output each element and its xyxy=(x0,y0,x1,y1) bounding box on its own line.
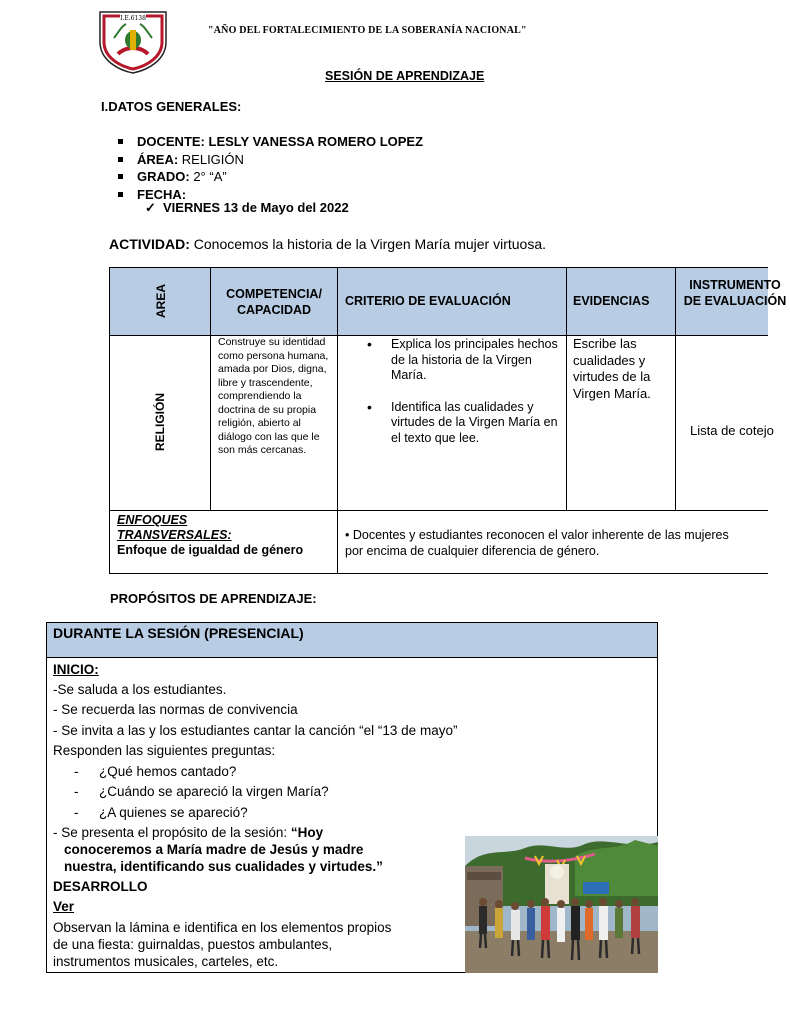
start-heading: INICIO: xyxy=(53,662,99,677)
square-bullet-icon xyxy=(118,139,123,144)
see-line: Observan la lámina e identifica en los elementos propios xyxy=(53,920,392,935)
national-motto: "AÑO DEL FORTALECIMIENTO DE LA SOBERANÍA NACIONAL" xyxy=(208,25,527,36)
criteria-list xyxy=(367,337,563,462)
purpose-line: - Se presenta el propósito de la sesión: “Hoy xyxy=(53,825,324,840)
purpose-line: nuestra, identificando sus cualidades y virtudes.” xyxy=(64,859,383,874)
session-line: - Se recuerda las normas de convivencia xyxy=(53,702,298,717)
th-evidence: EVIDENCIAS xyxy=(573,294,650,308)
activity-line: ACTIVIDAD: Conocemos la historia de la Virgen María mujer virtuosa. xyxy=(109,236,547,252)
th-competence: COMPETENCIA/ CAPACIDAD xyxy=(226,287,322,317)
date-item: FECHA: xyxy=(118,186,423,204)
see-line: instrumentos musicales, carteles, etc. xyxy=(53,954,279,969)
session-line: Responden las siguientes preguntas: xyxy=(53,743,276,758)
school-crest-logo xyxy=(96,8,170,74)
session-header: DURANTE LA SESIÓN (PRESENCIAL) xyxy=(47,623,657,658)
logo-text: I.E.6138 xyxy=(120,15,146,22)
grade-item: GRADO: 2° “A” xyxy=(118,168,423,186)
th-criteria: CRITERIO DE EVALUACIÓN xyxy=(345,294,511,308)
square-bullet-icon xyxy=(118,174,123,179)
see-line: de una fiesta: guirnaldas, puestos ambulantes, xyxy=(53,937,333,952)
square-bullet-icon xyxy=(118,192,123,197)
criteria-item: • Explica los principales hechos de la historia de la Virgen María. xyxy=(367,337,563,384)
session-date: ✓ VIERNES 13 de Mayo del 2022 xyxy=(145,200,349,215)
th-area: AREA xyxy=(154,284,168,319)
purpose-line: conoceremos a María madre de Jesús y madre xyxy=(64,842,364,857)
question-item: - ¿Qué hemos cantado? xyxy=(74,764,237,779)
document-title: SESIÓN DE APRENDIZAJE xyxy=(325,69,485,83)
cell-competence: Construye su identidad como persona humana, amada por Dios, digna, libre y trascendente, comprendiendo la doctrina de su propia religión, abierto al diálogo con las que le son más cercanas. xyxy=(218,336,329,456)
approaches-subtitle: Enfoque de igualdad de género xyxy=(117,543,304,557)
approaches-text: • Docentes y estudiantes reconocen el valor inherente de las mujeres por encima de cualquier diferencia de género. xyxy=(345,528,729,558)
session-line: - Se invita a las y los estudiantes cantar la canción “el “13 de mayo” xyxy=(53,723,458,738)
checkmark-icon: ✓ xyxy=(145,200,156,215)
teacher-item: DOCENTE: LESLY VANESSA ROMERO LOPEZ xyxy=(118,133,423,151)
session-line: -Se saluda a los estudiantes. xyxy=(53,682,227,697)
cell-instrument: Lista de cotejo xyxy=(690,423,774,438)
procession-photo xyxy=(465,836,658,973)
general-data-list xyxy=(118,133,423,203)
question-item: - ¿A quienes se apareció? xyxy=(74,805,248,820)
question-item: - ¿Cuándo se apareció la virgen María? xyxy=(74,784,329,799)
development-heading: DESARROLLO xyxy=(53,879,148,894)
see-heading: Ver xyxy=(53,899,75,914)
purposes-heading: PROPÓSITOS DE APRENDIZAJE: xyxy=(110,591,317,606)
th-instrument: INSTRUMENTO DE EVALUACIÓN xyxy=(683,278,787,308)
cell-evidence: Escribe las cualidades y virtudes de la Virgen María. xyxy=(573,336,651,401)
criteria-item: • Identifica las cualidades y virtudes de la Virgen María en el texto que lee. xyxy=(367,400,563,447)
square-bullet-icon xyxy=(118,157,123,162)
approaches-title: ENFOQUES TRANSVERSALES: xyxy=(117,513,232,542)
cell-area: RELIGIÓN xyxy=(153,393,167,452)
general-data-heading: I.DATOS GENERALES: xyxy=(101,99,242,114)
area-item: ÁREA: RELIGIÓN xyxy=(118,151,423,169)
